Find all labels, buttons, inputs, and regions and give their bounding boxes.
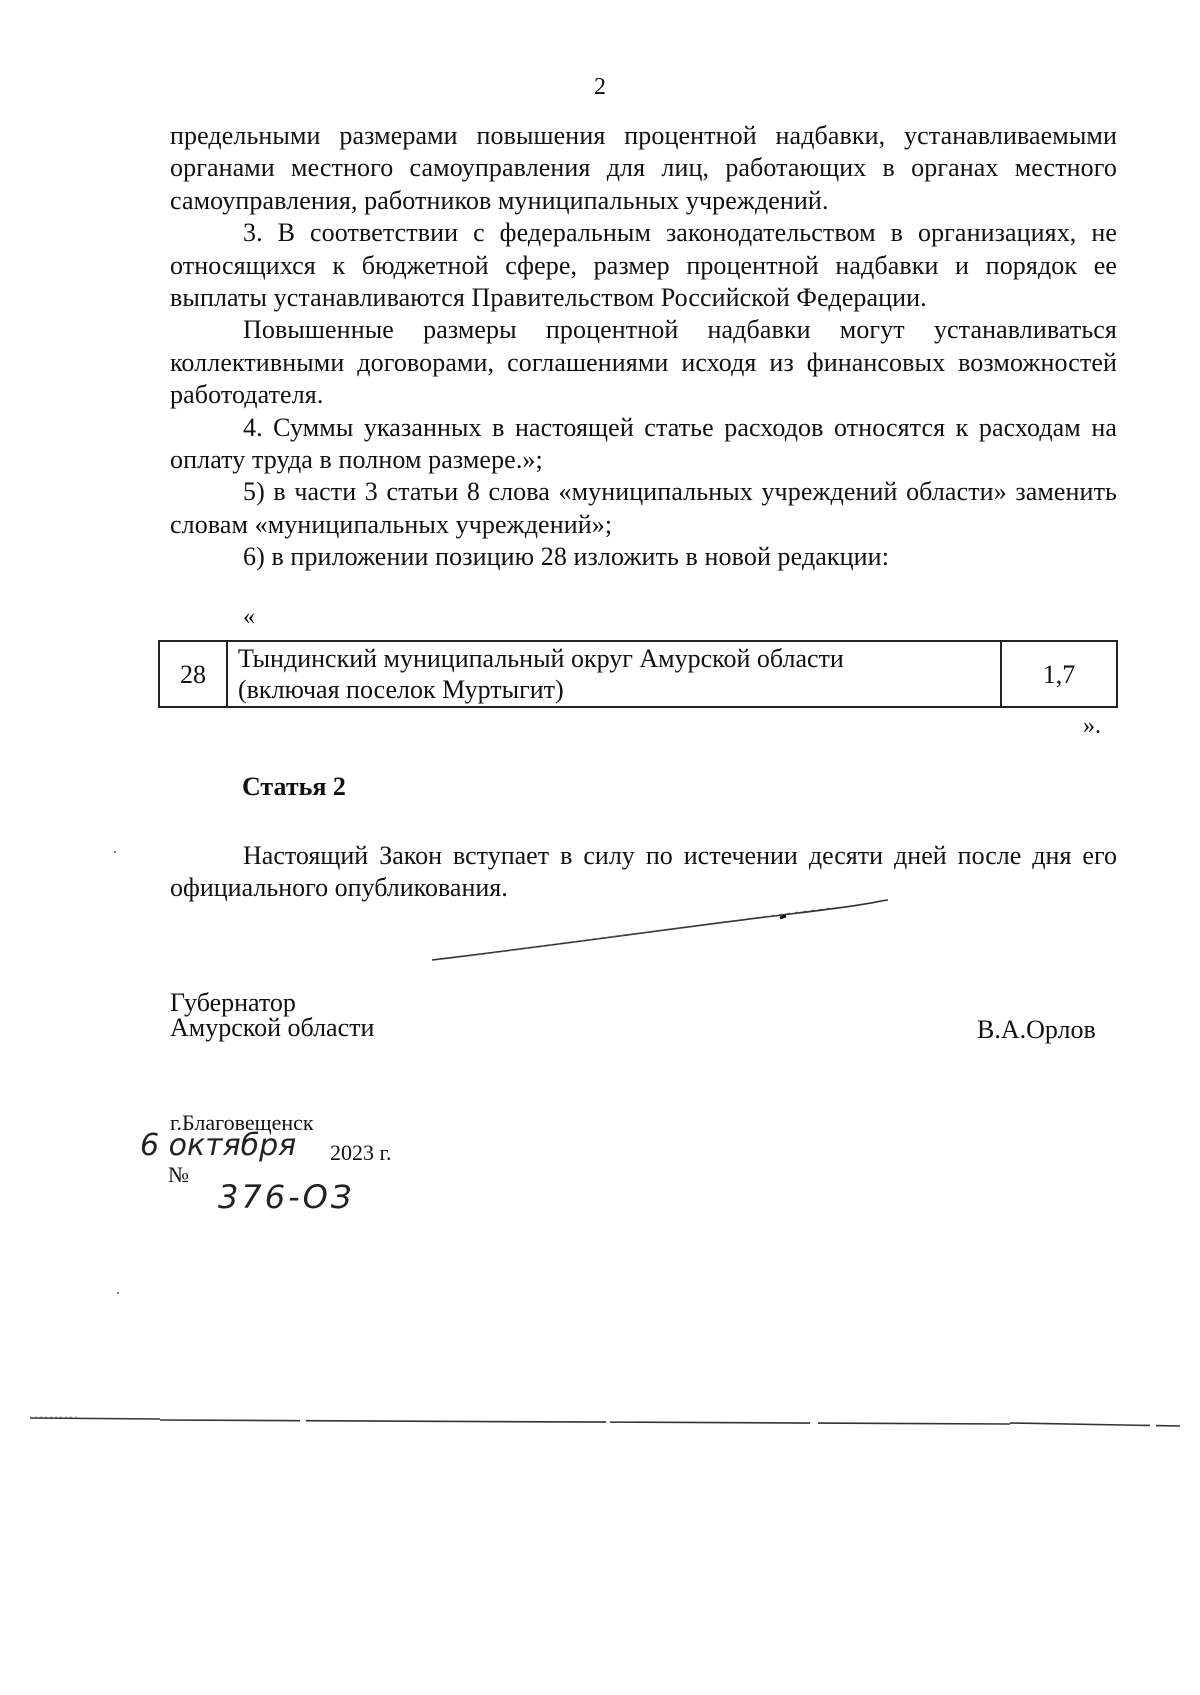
signature-stroke — [430, 886, 890, 966]
row-name-cell — [227, 641, 1001, 707]
paragraph-continuation: предельными размерами повышения процентной надбавки, устанавливаемыми органами местного самоуправления для лиц, работающих в органах местного самоуправления, работников муниципальных учреждений. — [170, 121, 1117, 215]
governor-title-line-1: Губернатор — [170, 988, 296, 1017]
row-name-line-2: (включая поселок Муртыгит) — [238, 675, 564, 704]
opening-quote: « — [243, 604, 255, 630]
city: г.Благовещенск — [170, 1110, 314, 1135]
paragraph-amendment-5: 5) в части 3 статьи 8 слова «муниципальных учреждений области» заменить словам «муниципальных учреждений»; — [170, 477, 1117, 539]
row-name-line-1: Тындинский муниципальный округ Амурской области — [238, 644, 844, 673]
row-number-cell: 28 — [159, 641, 227, 707]
page-number: 2 — [594, 74, 606, 100]
governor-name: В.А.Орлов — [977, 1015, 1096, 1044]
number-label: № — [168, 1162, 189, 1187]
article-heading: Статья 2 — [242, 772, 346, 801]
paragraph-item-4: 4. Суммы указанных в настоящей статье расходов относятся к расходам на оплату труда в полном размере.»; — [170, 412, 1117, 475]
article-paragraph: Настоящий Закон вступает в силу по истечении десяти дней после дня его официального опубликования. — [170, 841, 1117, 903]
paragraph-item-3: 3. В соответствии с федеральным законодательством в организациях, не относящихся к бюджетной сфере, размер процентной надбавки и порядок ее выплаты устанавливаются Правительством Российской Федерации. — [170, 218, 1117, 313]
closing-quote: ». — [1083, 713, 1101, 739]
row-value-cell: 1,7 — [1001, 641, 1117, 707]
governor-title — [170, 990, 374, 1040]
paragraph-amendment-6: 6) в приложении позицию 28 изложить в новой редакции: — [243, 542, 890, 572]
governor-title-line-2: Амурской области — [170, 1013, 375, 1042]
scan-divider-line — [0, 1410, 1200, 1430]
handwritten-date: 6 октября — [140, 1128, 297, 1163]
document-body — [170, 120, 1117, 574]
table-row — [159, 641, 1117, 707]
scan-speck — [117, 1292, 119, 1294]
scan-speck — [114, 851, 116, 853]
paragraph-increased-sizes: Повышенные размеры процентной надбавки могут устанавливаться коллективными договорами, соглашениями исходя из финансовых возможностей работодателя. — [170, 315, 1117, 410]
year: 2023 г. — [330, 1140, 392, 1165]
amendment-table — [158, 640, 1118, 708]
handwritten-number: 376-ОЗ — [218, 1178, 355, 1216]
